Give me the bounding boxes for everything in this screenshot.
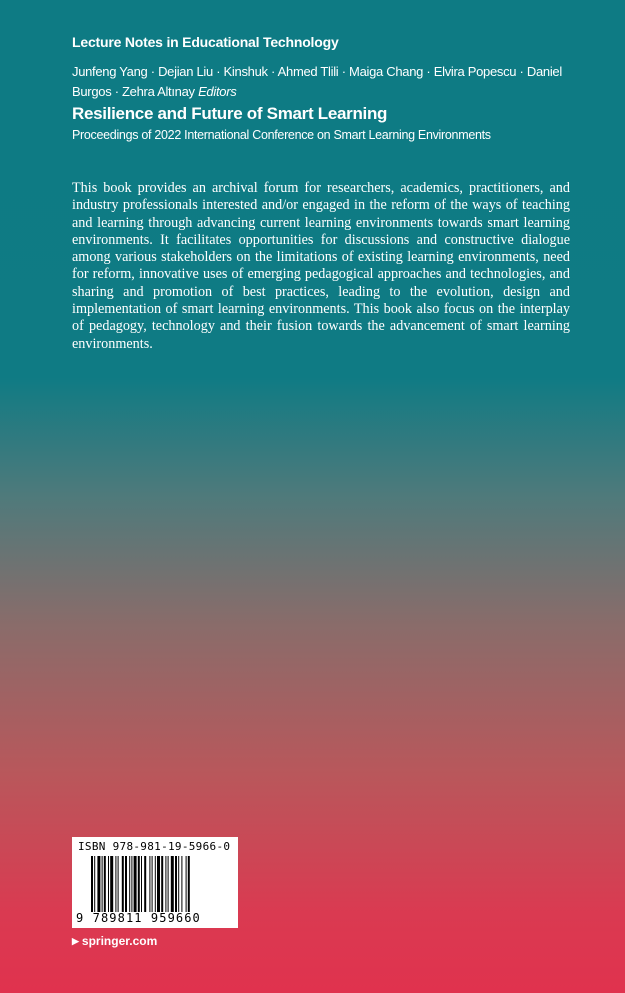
book-description: This book provides an archival forum for researchers, academics, practitioners, and industry professionals interested and/or engaged in the reform of the ways of teaching and learning through advancing current learning environments towards smart learning environments. It facilitates opportunities for discussions and constructive dialogue among various stakeholders on the limitations of existing learning environments, need for reform, innovative uses of emerging pedagogical approaches and technologies, and sharing and promotion of best practices, leading to the evolution, design and implementation of smart learning environments. This book also focus on the interplay of pedagogy, technology and their fusion towards the advancement of smart learning environments.	[72, 180, 570, 352]
book-title: Resilience and Future of Smart Learning	[72, 104, 388, 123]
barcode	[91, 856, 221, 912]
editors-list	[72, 62, 572, 102]
isbn-barcode-box	[72, 837, 238, 928]
publisher-link-label: springer.com	[81, 934, 158, 948]
publisher-link[interactable]	[72, 934, 157, 948]
editors-role: Editors	[198, 84, 237, 99]
barcode-digits: 9 789811 959660	[76, 911, 201, 925]
arrow-right-icon: ▶	[72, 935, 79, 946]
author-names: Junfeng Yang · Dejian Liu · Kinshuk · Ahmed Tlili · Maiga Chang · Elvira Popescu · Daniel Burgos · Zehra Altınay	[72, 64, 562, 99]
isbn-number: ISBN 978-981-19-5966-0	[78, 840, 231, 853]
series-title: Lecture Notes in Educational Technology	[72, 34, 339, 50]
book-subtitle: Proceedings of 2022 International Conference on Smart Learning Environments	[72, 128, 491, 142]
